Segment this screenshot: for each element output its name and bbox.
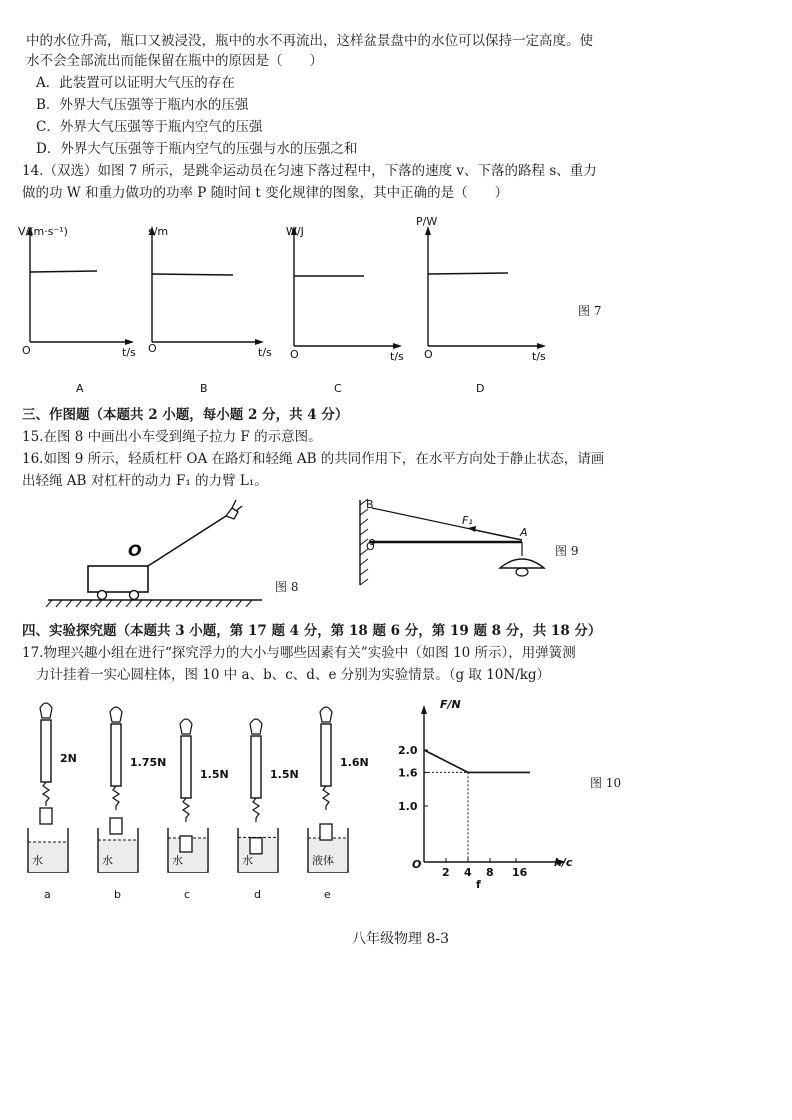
- y-tick-label: 1.0: [398, 800, 418, 813]
- graph-d-xlabel: t/s: [532, 350, 546, 363]
- chart-caption: f: [476, 878, 481, 891]
- chart-origin: O: [412, 858, 422, 871]
- fig7-label: 图 7: [578, 304, 602, 318]
- q15-text: 15.在图 8 中画出小车受到绳子拉力 F 的示意图。: [22, 429, 322, 445]
- scale-reading: 1.6N: [340, 756, 369, 769]
- q13-line2: 水不会全部流出而能保留在瓶中的原因是（ ）: [26, 53, 323, 69]
- liquid-label: 水: [172, 854, 183, 867]
- graph-c-letter: C: [334, 382, 342, 395]
- section4-title: 四、实验探究题（本题共 3 小题，第 17 题 4 分，第 18 题 6 分，第 19 题 8 分，共 18 分）: [22, 623, 602, 639]
- fig10-label: 图 10: [590, 776, 622, 790]
- fig8-point-o: O: [128, 541, 142, 560]
- setup-letter: e: [324, 888, 331, 901]
- series-line: [424, 750, 530, 772]
- y-tick-label: 2.0: [398, 744, 418, 757]
- graph-a-letter: A: [76, 382, 84, 395]
- q17-line1: 17.物理兴趣小组在进行“探究浮力的大小与哪些因素有关”实验中（如图 10 所示），用弹簧测: [22, 645, 576, 661]
- chart-ylabel: F/N: [440, 698, 461, 711]
- liquid-label: 水: [32, 854, 43, 867]
- graph-d-ylabel: P/W: [416, 215, 438, 228]
- liquid-label: 液体: [312, 854, 334, 867]
- q13-option-b: B．外界大气压强等于瓶内水的压强: [36, 97, 249, 113]
- fig9-point-o: O: [366, 540, 375, 553]
- scale-reading: 1.5N: [200, 768, 229, 781]
- graph-b-origin: O: [148, 342, 157, 355]
- q17-line2: 力计挂着一实心圆柱体，图 10 中 a、b、c、d、e 分别为实验情景。（g 取 10N/kg）: [36, 667, 551, 683]
- graph-a-origin: O: [22, 344, 31, 357]
- x-tick-label: 8: [486, 866, 494, 879]
- liquid-label: 水: [242, 854, 253, 867]
- graph-c-origin: O: [290, 348, 299, 361]
- scale-reading: 1.75N: [130, 756, 167, 769]
- fig9-point-a: A: [520, 526, 528, 539]
- q16-line2: 出轻绳 AB 对杠杆的动力 F₁ 的力臂 L₁。: [22, 473, 268, 489]
- graph-a-ylabel: V/(m·s⁻¹): [18, 225, 68, 238]
- q13-option-d: D．外界大气压强等于瓶内空气的压强与水的压强之和: [36, 141, 358, 157]
- q16-line1: 16.如图 9 所示，轻质杠杆 OA 在路灯和轻绳 AB 的共同作用下，在水平方向处于静止状态，请画: [22, 451, 605, 467]
- x-tick-label: 16: [512, 866, 528, 879]
- setup-letter: d: [254, 888, 261, 901]
- scale-reading: 2N: [60, 752, 77, 765]
- graph-b-letter: B: [200, 382, 208, 395]
- chart-xlabel: h/c: [554, 856, 573, 869]
- q14-line1: 14.（双选）如图 7 所示，是跳伞运动员在匀速下落过程中，下落的速度 v、下落的路程 s、重力: [22, 163, 597, 179]
- q13-line1: 中的水位升高，瓶口又被浸没，瓶中的水不再流出，这样盆景盘中的水位可以保持一定高度。使: [26, 33, 593, 49]
- setup-letter: c: [184, 888, 191, 901]
- q14-line2: 做的功 W 和重力做功的功率 P 随时间 t 变化规律的图象，其中正确的是（ ）: [22, 185, 509, 201]
- page-footer: 八年级物理 8-3: [352, 931, 449, 947]
- graph-b-ylabel: s/m: [148, 225, 169, 238]
- q13-option-c: C．外界大气压强等于瓶内空气的压强: [36, 119, 263, 135]
- q13-option-a: A．此装置可以证明大气压的存在: [36, 75, 235, 91]
- scale-reading: 1.5N: [270, 768, 299, 781]
- graph-d-origin: O: [424, 348, 433, 361]
- liquid-label: 水: [102, 854, 113, 867]
- fig9-label: 图 9: [555, 544, 579, 558]
- fig9-point-b: B: [366, 498, 374, 511]
- setup-letter: b: [114, 888, 121, 901]
- fig9-force-label: F₁: [462, 514, 473, 527]
- x-tick-label: 2: [442, 866, 450, 879]
- graph-c-ylabel: W/J: [286, 225, 304, 238]
- graph-d-letter: D: [476, 382, 485, 395]
- setup-letter: a: [44, 888, 51, 901]
- graph-a-xlabel: t/s: [122, 346, 136, 359]
- fig8-label: 图 8: [275, 580, 299, 594]
- graph-c-xlabel: t/s: [390, 350, 404, 363]
- x-tick-label: 4: [464, 866, 472, 879]
- section3-title: 三、作图题（本题共 2 小题，每小题 2 分，共 4 分）: [22, 407, 349, 423]
- graph-b-xlabel: t/s: [258, 346, 272, 359]
- y-tick-label: 1.6: [398, 766, 418, 780]
